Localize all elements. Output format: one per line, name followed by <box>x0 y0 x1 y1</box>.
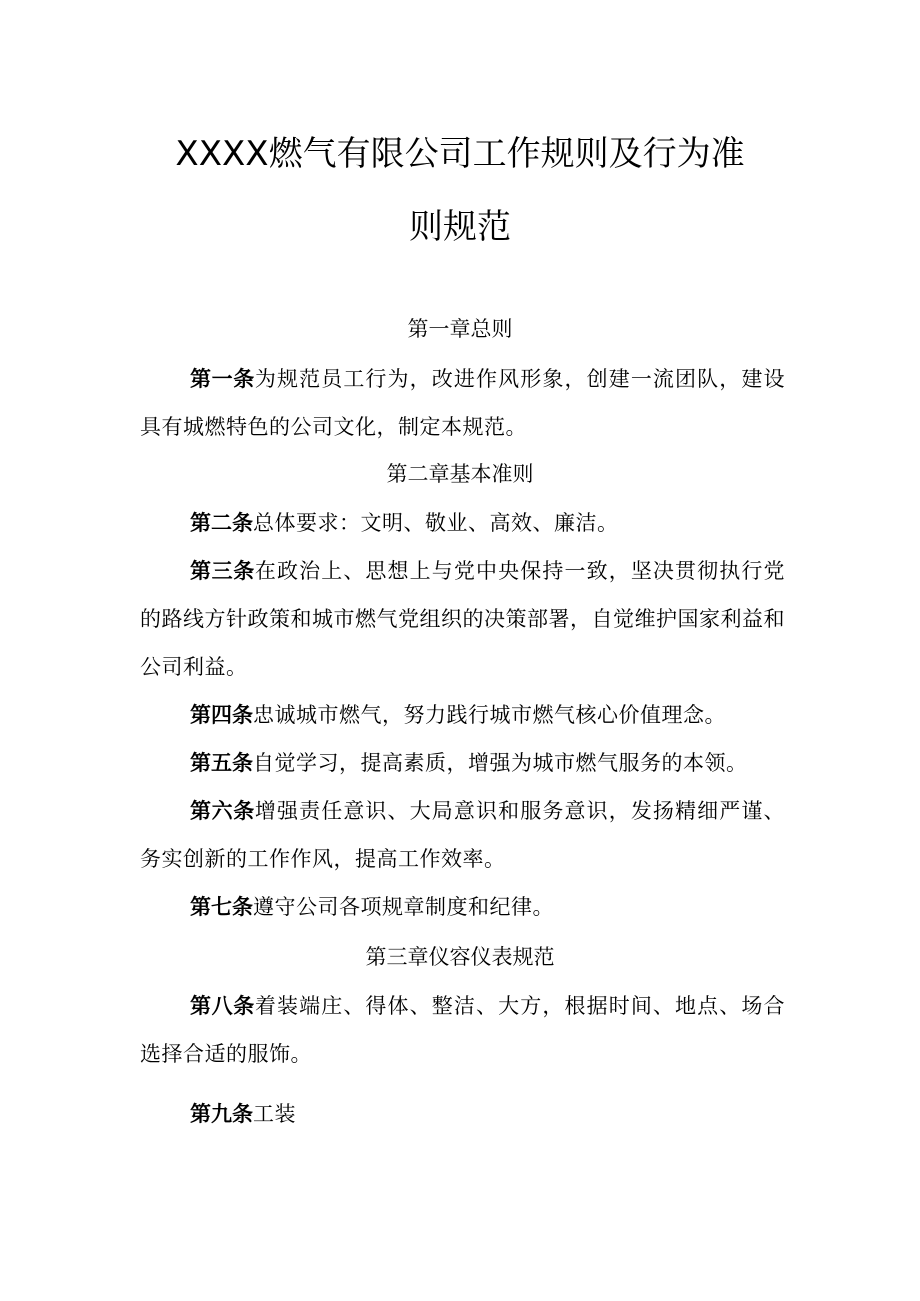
article-label: 第四条 <box>190 703 253 727</box>
article-text: 在政治上、思想上与党中央保持一致，坚决贯彻执行党的路线方针政策和城市燃气党组织的决策部署，自觉维护国家利益和公司利益。 <box>140 559 786 679</box>
article-label: 第八条 <box>190 994 255 1018</box>
article-2 <box>140 499 785 547</box>
article-text: 自觉学习，提高素质，增强为城市燃气服务的本领。 <box>253 751 748 775</box>
chapter-heading-1: 第一章总则 <box>407 317 513 341</box>
article-label: 第一条 <box>190 367 255 391</box>
article-text: 遵守公司各项规章制度和纪律。 <box>253 895 554 919</box>
article-text: 工装 <box>253 1102 296 1126</box>
article-text: 为规范员工行为，改进作风形象，创建一流团队，建设具有城燃特色的公司文化，制定本规范。 <box>140 367 786 439</box>
document-title-line-2: 则规范 <box>409 207 511 247</box>
article-text: 增强责任意识、大局意识和服务意识，发扬精细严谨、务实创新的工作作风，提高工作效率。 <box>140 799 786 871</box>
article-4 <box>140 691 785 739</box>
article-label: 第六条 <box>190 799 255 823</box>
article-text: 着装端庄、得体、整洁、大方，根据时间、地点、场合选择合适的服饰。 <box>140 994 786 1066</box>
article-7 <box>140 883 785 931</box>
article-1 <box>140 355 785 451</box>
article-label: 第二条 <box>190 511 253 535</box>
article-label: 第九条 <box>190 1102 253 1126</box>
article-label: 第七条 <box>190 895 253 919</box>
chapter-heading-3: 第三章仪容仪表规范 <box>365 945 555 969</box>
article-3 <box>140 547 785 691</box>
article-label: 第五条 <box>190 751 253 775</box>
article-text: 忠诚城市燃气，努力践行城市燃气核心价值理念。 <box>253 703 726 727</box>
article-text: 总体要求：文明、敬业、高效、廉洁。 <box>253 511 619 535</box>
article-6 <box>140 787 785 883</box>
document-title-line-1: XXXX燃气有限公司工作规则及行为准 <box>175 134 745 174</box>
article-label: 第三条 <box>190 559 255 583</box>
article-5 <box>140 739 785 787</box>
chapter-heading-2: 第二章基本准则 <box>386 462 534 486</box>
article-8 <box>140 982 785 1078</box>
article-9 <box>140 1090 785 1138</box>
